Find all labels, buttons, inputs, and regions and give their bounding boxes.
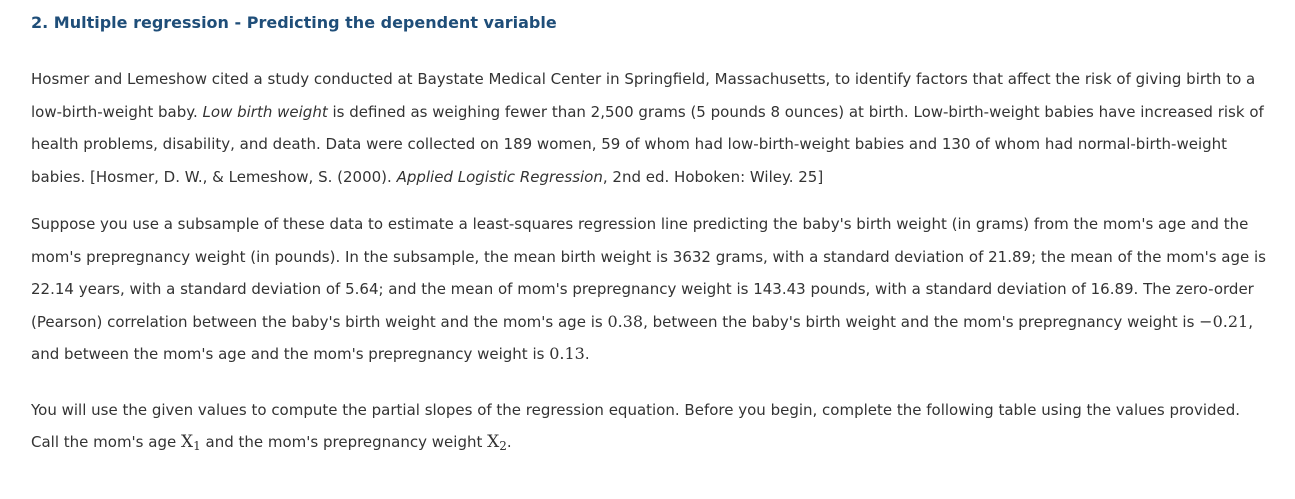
correlation-age-prepregnancy-weight: 0.13 xyxy=(549,344,585,363)
variable-x2-subscript: 2 xyxy=(499,439,507,453)
question-number: 2. xyxy=(31,13,49,32)
study-description-paragraph xyxy=(31,63,1271,193)
instructions-paragraph xyxy=(31,394,1271,459)
paragraph1-text-b: is defined as weighing fewer than 2,500 grams (5 pounds 8 ounces) at birth. Low-birth-weight babies have increased risk of health problems, disability, and death. Data were collected on 189 women, 59 of whom had low-birth-weight babies and 130 of whom had normal-birth-weight babies. [Hosmer, D. W., & Lemeshow, S. (2000). xyxy=(31,102,1264,186)
correlation-birthweight-age: 0.38 xyxy=(607,311,644,331)
paragraph1-text-a: Hosmer and Lemeshow cited a study conducted at Baystate Medical Center in Springfield, Massachusetts, to identify factors that affect the risk of giving birth to a low-birth-weight baby. xyxy=(31,70,1256,121)
variable-x1 xyxy=(181,432,201,452)
question-heading xyxy=(31,12,1295,34)
paragraph2-text-b: , between the baby's birth weight and the mom's prepregnancy weight is xyxy=(643,312,1200,331)
low-birth-weight-term: Low birth weight xyxy=(202,102,328,121)
correlation-birthweight-prepregnancy-weight: −0.21 xyxy=(1199,311,1249,331)
paragraph2-text-a: Suppose you use a subsample of these data to estimate a least-squares regression line predicting the baby's birth weight (in grams) from the mom's age and the mom's prepregnancy weight (in pounds). In the subsample, the mean birth weight is 3632 grams, with a standard deviation of 21.89; the mean of the mom's age is 22.14 years, with a standard deviation of 5.64; and the mean of mom's prepregnancy weight is 143.43 pounds, with a standard deviation of 16.89. The zero-order (Pearson) correlation between the baby's birth weight and the mom's age is xyxy=(31,215,1266,331)
variable-x2-base: X xyxy=(487,432,500,452)
question-title: Multiple regression - Predicting the dependent variable xyxy=(53,13,557,32)
paragraph1-text-c: , 2nd ed. Hoboken: Wiley. 25] xyxy=(602,167,824,186)
paragraph2-text-c: , and between the mom's age and the mom's prepregnancy weight is xyxy=(31,312,1253,363)
variable-x1-base: X xyxy=(180,432,194,452)
paragraph3-text-b: and the mom's prepregnancy weight xyxy=(200,433,488,451)
paragraph3-text-c: . xyxy=(506,433,512,451)
paragraph2-text-d: . xyxy=(584,345,590,363)
variable-x2 xyxy=(487,432,507,452)
book-title: Applied Logistic Regression xyxy=(396,167,603,186)
subsample-statistics-paragraph xyxy=(31,208,1271,371)
paragraph3-text-a: You will use the given values to compute the partial slopes of the regression equation. Before you begin, complete the following table using the values provided. Call the mom's age xyxy=(31,400,1241,451)
variable-x1-subscript: 1 xyxy=(193,439,201,453)
